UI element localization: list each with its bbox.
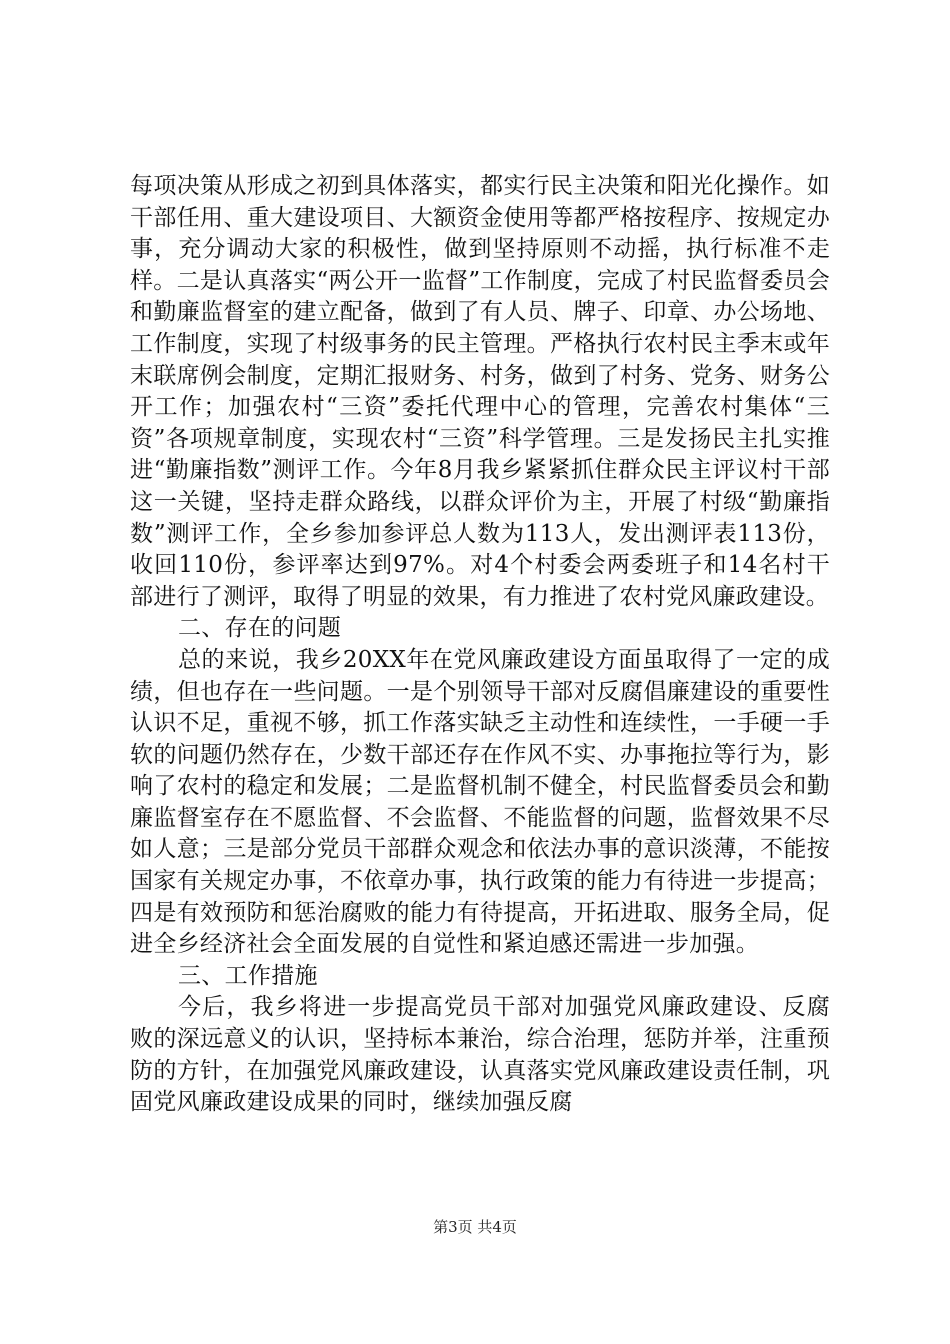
section-heading-problems: 二、存在的问题 xyxy=(178,615,342,642)
paragraph-problems: 总的来说，我乡20XX年在党风廉政建设方面虽取得了一定的成绩，但也存在一些问题。一是个别领导干部对反腐倡廉建设的重要性认识不足，重视不够，抓工作落实缺乏主动性和连续性，一手硬一手软的问题仍然存在，少数干部还存在作风不实、办事拖拉等行为，影响了农村的稳定和发展；二是监督机制不健全，村民监督委员会和勤廉监督室存在不愿监督、不会监督、不能监督的问题，监督效果不尽如人意；三是部分党员干部群众观念和依法办事的意识淡薄，不能按国家有关规定办事，不依章办事，执行政策的能力有待进一步提高；四是有效预防和惩治腐败的能力有待提高，开拓进取、服务全局，促进全乡经济社会全面发展的自觉性和紧迫感还需进一步加强。 xyxy=(130,646,830,958)
paragraph-measures: 今后，我乡将进一步提高党员干部对加强党风廉政建设、反腐败的深远意义的认识，坚持标本兼治，综合治理，惩防并举，注重预防的方针，在加强党风廉政建设，认真落实党风廉政建设责任制，巩固党风廉政建设成果的同时，继续加强反腐 xyxy=(130,994,830,1116)
paragraph-continuation: 每项决策从形成之初到具体落实，都实行民主决策和阳光化操作。如干部任用、重大建设项目、大额资金使用等都严格按程序、按规定办事，充分调动大家的积极性，做到坚持原则不动摇，执行标准不走样。二是认真落实“两公开一监督”工作制度，完成了村民监督委员会和勤廉监督室的建立配备，做到了有人员、牌子、印章、办公场地、工作制度，实现了村级事务的民主管理。严格执行农村民主季末或年末联席例会制度，定期汇报财务、村务，做到了村务、党务、财务公开工作；加强农村“三资”委托代理中心的管理，完善农村集体“三资”各项规章制度，实现农村“三资”科学管理。三是发扬民主扎实推进“勤廉指数”测评工作。今年8月我乡紧紧抓住群众民主评议村干部这一关键，坚持走群众路线，以群众评价为主，开展了村级“勤廉指数”测评工作，全乡参加参评总人数为113人，发出测评表113份，收回110份，参评率达到97%。对4个村委会两委班子和14名村干部进行了测评，取得了明显的效果，有力推进了农村党风廉政建设。 xyxy=(130,173,830,610)
page-number-footer: 第3页 共4页 xyxy=(433,1218,517,1236)
section-heading-measures: 三、工作措施 xyxy=(178,962,318,989)
document-body xyxy=(130,171,830,1119)
